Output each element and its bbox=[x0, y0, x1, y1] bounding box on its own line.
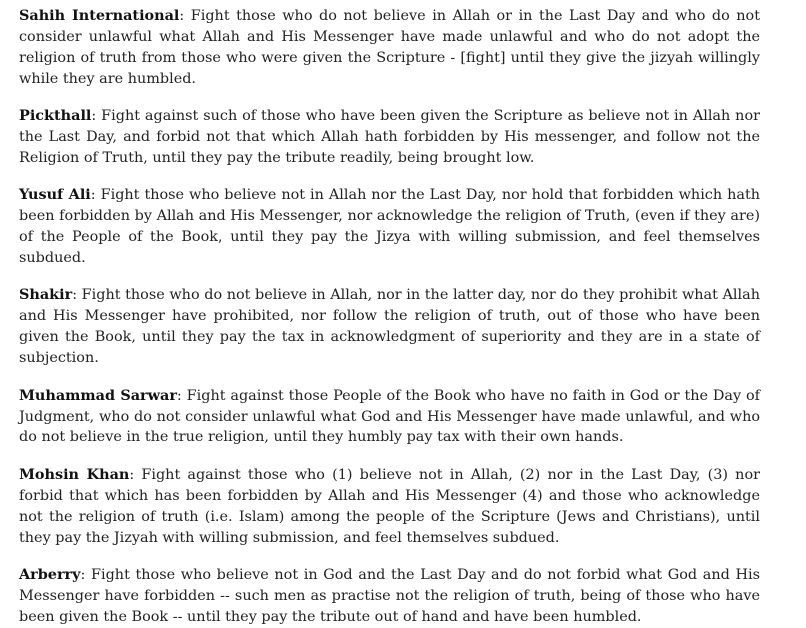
translator-name: Sahih International bbox=[19, 7, 180, 24]
translator-name: Yusuf Ali bbox=[19, 186, 91, 204]
name-separator: : bbox=[91, 108, 102, 125]
translation-text: Fight against those People of the Book who have no faith in God or the Day of Judgment, who do not consider unlawful what God and His Messenger have made unlawful, and who do not believe in the true religion, until they humbly pay tax with their own hands. bbox=[19, 387, 760, 446]
translation-text: Fight those who do not believe in Allah, nor in the latter day, nor do they prohibit what Allah and His Messenger have prohibited, nor follow the religion of truth, out of those who have been given the Book, until they pay the tax in acknowledgment of superiority and they are in a state of subjection. bbox=[19, 287, 760, 367]
translator-name: Arberry bbox=[19, 565, 81, 583]
name-separator: : bbox=[176, 387, 187, 404]
name-separator: : bbox=[129, 466, 142, 483]
translator-name: Pickthall bbox=[19, 107, 92, 125]
translation-entry bbox=[19, 185, 760, 269]
name-separator: : bbox=[179, 8, 191, 24]
translation-text: Fight those who believe not in God and the Last Day and do not forbid what God and His Messenger have forbidden -- such men as practise not the religion of truth, being of those who have been given the Book -- until they pay the tribute out of hand and have been humbled. bbox=[19, 566, 760, 625]
name-separator: : bbox=[72, 287, 82, 304]
translation-entry bbox=[19, 386, 760, 449]
translator-name: Shakir bbox=[19, 286, 73, 304]
translator-name: Mohsin Khan bbox=[19, 465, 130, 483]
name-separator: : bbox=[90, 187, 101, 204]
translation-entry bbox=[19, 565, 760, 628]
translation-entry bbox=[19, 465, 760, 549]
translation-entry bbox=[19, 6, 760, 90]
translator-name: Muhammad Sarwar bbox=[19, 386, 177, 404]
translation-entry bbox=[19, 285, 760, 369]
name-separator: : bbox=[80, 566, 91, 583]
translation-text: Fight against such of those who have been given the Scripture as believe not in Allah nor the Last Day, and forbid not that which Allah hath forbidden by His messenger, and follow not the Religion of Truth, until they pay the tribute readily, being brought low. bbox=[19, 108, 760, 166]
translation-text: Fight those who do not believe in Allah or in the Last Day and who do not consider unlawful what Allah and His Messenger have made unlawful and who do not adopt the religion of truth from those who were given the Scripture - [fight] until they give the jizyah willingly while they are humbled. bbox=[19, 8, 760, 87]
translation-entry bbox=[19, 106, 760, 169]
translation-text: Fight those who believe not in Allah nor the Last Day, nor hold that forbidden which hath been forbidden by Allah and His Messenger, nor acknowledge the religion of Truth, (even if they are) of the People of the Book, until they pay the Jizya with willing submission, and feel themselves subdued. bbox=[19, 187, 760, 267]
translation-text: Fight against those who (1) believe not in Allah, (2) nor in the Last Day, (3) nor forbid that which has been forbidden by Allah and His Messenger (4) and those who acknowledge not the religion of truth (i.e. Islam) among the people of the Scripture (Jews and Christians), until they pay the Jizyah with willing submission, and feel themselves subdued. bbox=[19, 466, 760, 546]
